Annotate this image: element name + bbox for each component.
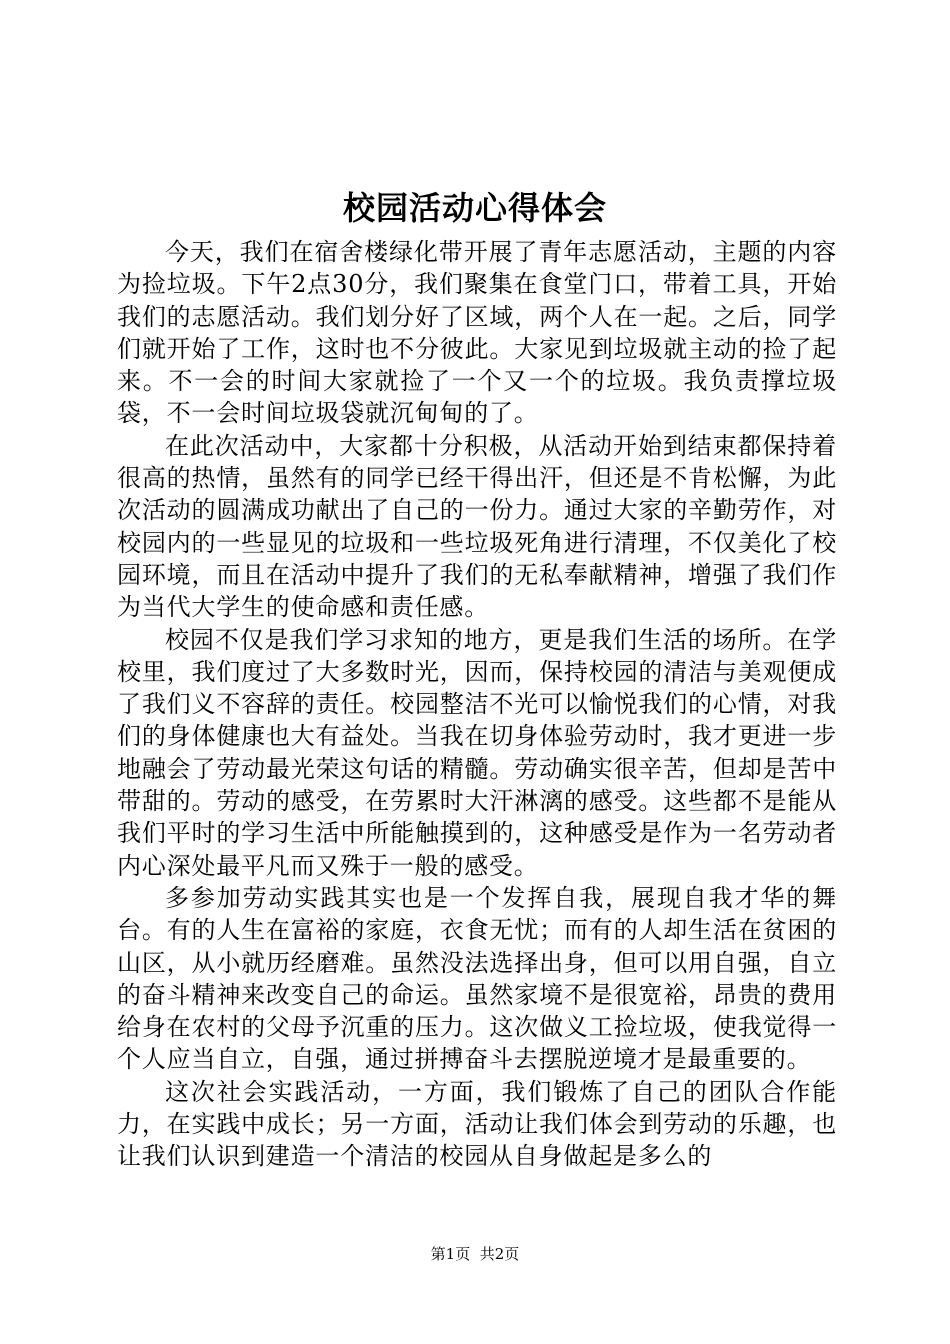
page-footer: [0, 1243, 950, 1265]
paragraph-5: 这次社会实践活动，一方面，我们锻炼了自己的团队合作能力，在实践中成长；另一方面，活动让我们体会到劳动的乐趣，也让我们认识到建造一个清洁的校园从自身做起是多么的: [117, 1077, 837, 1171]
document-body: [117, 236, 837, 1173]
document-title: 校园活动心得体会: [342, 189, 607, 227]
paragraph-1: 今天，我们在宿舍楼绿化带开展了青年志愿活动，主题的内容为捡垃圾。下午2点30分，我们聚集在食堂门口，带着工具，开始我们的志愿活动。我们划分好了区域，两个人在一起。之后，同学们就开始了工作，这时也不分彼此。大家见到垃圾就主动的捡了起来。不一会的时间大家就捡了一个又一个的垃圾。我负责撑垃圾袋，不一会时间垃圾袋就沉甸甸的了。: [117, 238, 837, 428]
paragraph-3: 校园不仅是我们学习求知的地方，更是我们生活的场所。在学校里，我们度过了大多数时光，因而，保持校园的清洁与美观便成了我们义不容辞的责任。校园整洁不光可以愉悦我们的心情，对我们的身体健康也大有益处。当我在切身体验劳动时，我才更进一步地融会了劳动最光荣这句话的精髓。劳动确实很辛苦，但却是苦中带甜的。劳动的感受，在劳累时大汗淋漓的感受。这些都不是能从我们平时的学习生活中所能触摸到的，这种感受是作为一名劳动者内心深处最平凡而又殊于一般的感受。: [117, 625, 837, 880]
paragraph-4: 多参加劳动实践其实也是一个发挥自我，展现自我才华的舞台。有的人生在富裕的家庭，衣食无忧；而有的人却生活在贫困的山区，从小就历经磨难。虽然没法选择出身，但可以用自强，自立的奋斗精神来改变自己的命运。虽然家境不是很宽裕，昂贵的费用给身在农村的父母予沉重的压力。这次做义工捡垃圾，使我觉得一个人应当自立，自强，通过拼搏奋斗去摆脱逆境才是最重要的。: [117, 883, 837, 1074]
paragraph-2: 在此次活动中，大家都十分积极，从活动开始到结束都保持着很高的热情，虽然有的同学已经干得出汗，但还是不肯松懈，为此次活动的圆满成功献出了自己的一份力。通过大家的辛勤劳作，对校园内的一些显见的垃圾和一些垃圾死角进行清理，不仅美化了校园环境，而且在活动中提升了我们的无私奉献精神，增强了我们作为当代大学生的使命感和责任感。: [117, 431, 837, 622]
page-number: 第1页: [430, 1245, 471, 1263]
page-total: 共2页: [479, 1245, 520, 1263]
